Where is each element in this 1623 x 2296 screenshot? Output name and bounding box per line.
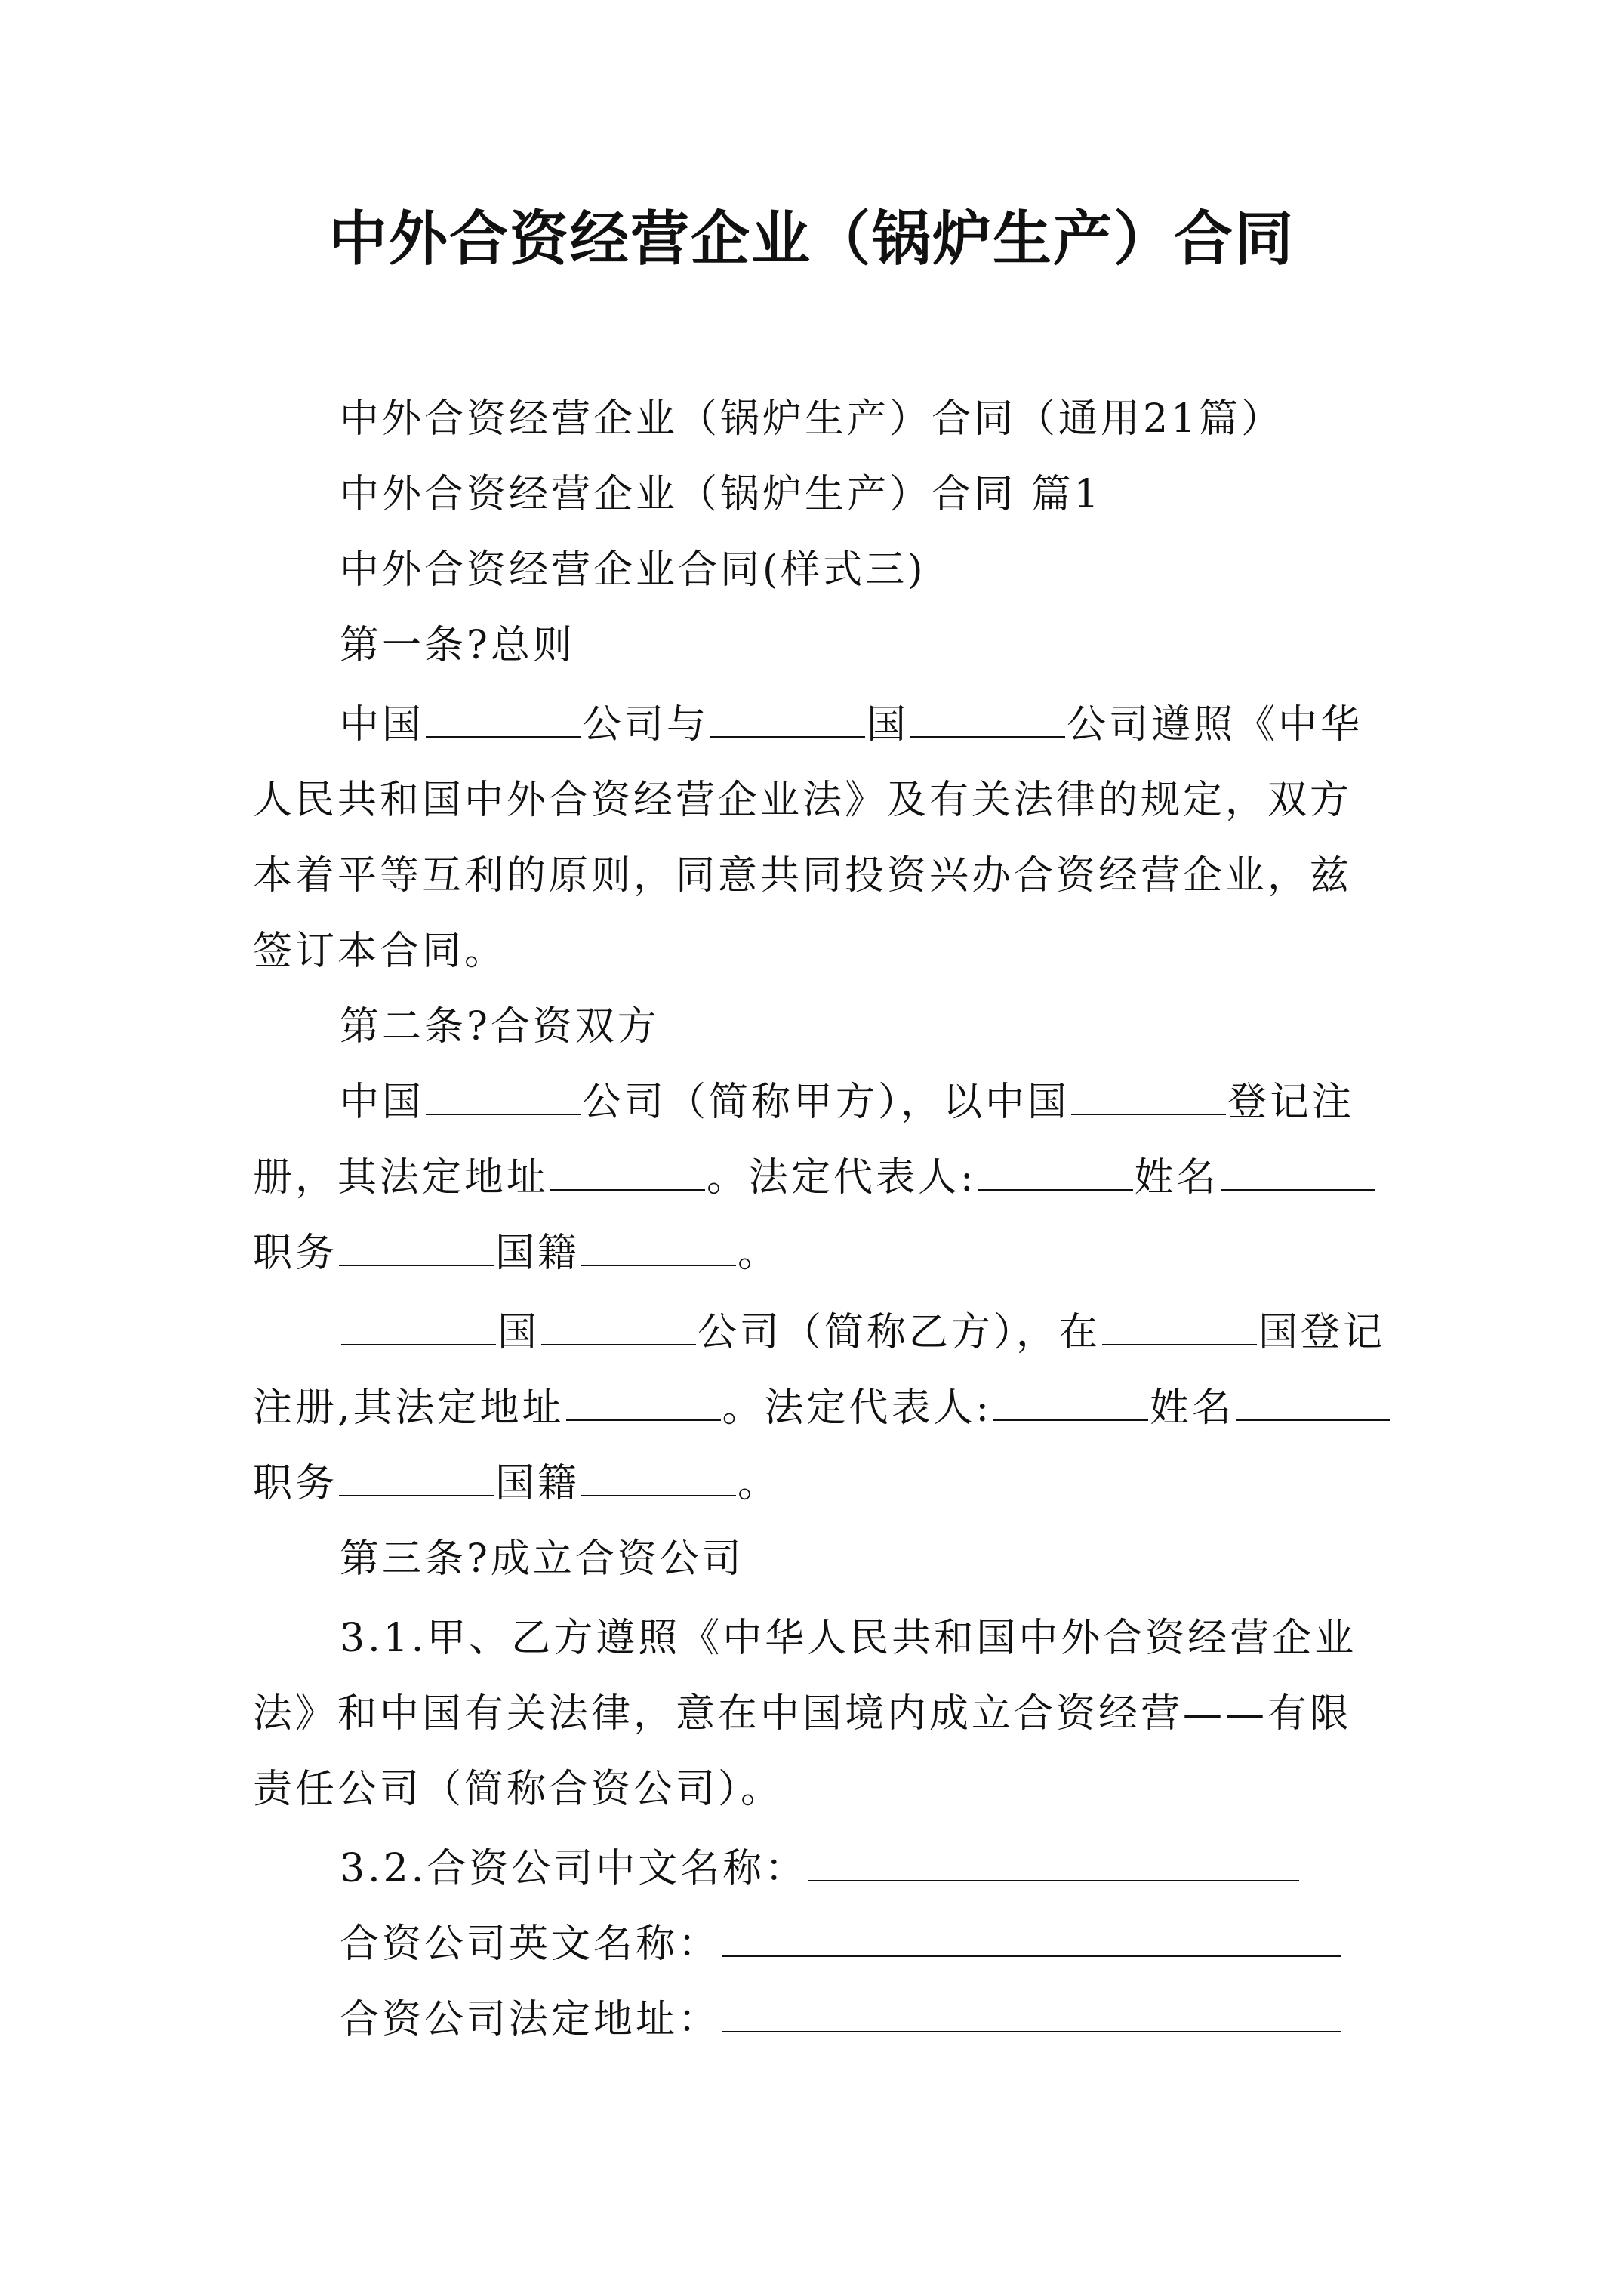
text-fragment: 。法定代表人: xyxy=(722,1385,993,1431)
text-fragment: 国 xyxy=(867,702,910,747)
blank-line xyxy=(550,1188,705,1191)
text-fragment: 姓名 xyxy=(1150,1385,1235,1431)
text-fragment: 国籍 xyxy=(495,1231,581,1276)
blank-line xyxy=(1102,1343,1257,1345)
text-fragment: 登记注 xyxy=(1227,1080,1355,1125)
paragraph-line: 本着平等互利的原则，同意共同投资兴办合资经营企业，兹 xyxy=(253,853,1353,898)
blank-line xyxy=(339,1494,494,1496)
text-fragment: 国 xyxy=(497,1310,540,1355)
blank-line xyxy=(1221,1188,1375,1191)
subtitle-line: 中外合资经营企业（锅炉生产）合同（通用21篇） xyxy=(340,396,1284,442)
text-fragment: 公司与 xyxy=(582,702,710,747)
text-fragment: 。法定代表人: xyxy=(707,1155,977,1200)
blank-line xyxy=(808,1879,1299,1881)
paragraph-line xyxy=(253,1370,1385,1446)
paragraph-line xyxy=(253,1216,1385,1291)
field-line xyxy=(340,1982,1472,2057)
text-fragment: 职务 xyxy=(253,1231,338,1276)
form-heading: 中外合资经营企业合同(样式三) xyxy=(340,547,926,593)
blank-line xyxy=(426,1113,581,1115)
blank-line xyxy=(341,1343,496,1345)
text-fragment: 公司遵照《中华 xyxy=(1067,702,1363,747)
text-fragment: 。 xyxy=(738,1461,781,1506)
text-fragment: 。 xyxy=(738,1231,781,1276)
blank-line xyxy=(339,1264,494,1266)
blank-line xyxy=(566,1419,721,1421)
text-fragment: 中国 xyxy=(340,1080,425,1125)
text-fragment: 国登记 xyxy=(1258,1310,1386,1355)
field-label: 3.2.合资公司中文名称： xyxy=(340,1846,808,1891)
blank-line xyxy=(722,2030,1341,2032)
text-fragment: 注册,其法定地址 xyxy=(253,1385,565,1431)
field-line xyxy=(340,1831,1472,1906)
paragraph-line xyxy=(253,1140,1385,1216)
text-fragment: 公司（简称乙方），在 xyxy=(698,1310,1101,1355)
field-line xyxy=(340,1906,1472,1982)
text-fragment: 公司（简称甲方），以中国 xyxy=(582,1080,1070,1125)
blank-line xyxy=(426,735,581,738)
text-fragment: 国籍 xyxy=(495,1461,581,1506)
paragraph-line xyxy=(340,1295,1472,1370)
paragraph-line xyxy=(253,1446,1385,1521)
text-fragment: 姓名 xyxy=(1134,1155,1219,1200)
blank-line xyxy=(710,735,865,738)
blank-line xyxy=(581,1264,736,1266)
blank-line xyxy=(910,735,1065,738)
blank-line xyxy=(978,1188,1133,1191)
article-1-heading: 第一条?总则 xyxy=(340,623,575,668)
paragraph-line xyxy=(340,1065,1472,1140)
text-fragment: 册，其法定地址 xyxy=(253,1155,550,1200)
article-3-heading: 第三条?成立合资公司 xyxy=(340,1536,744,1582)
field-label: 合资公司英文名称： xyxy=(340,1922,721,1967)
part-heading: 中外合资经营企业（锅炉生产）合同 篇1 xyxy=(340,472,1102,517)
blank-line xyxy=(541,1343,696,1345)
blank-line xyxy=(722,1955,1341,1957)
article-2-heading: 第二条?合资双方 xyxy=(340,1004,660,1049)
paragraph-line: 3.1.甲、乙方遵照《中华人民共和国中外合资经营企业 xyxy=(340,1616,1357,1661)
paragraph-line xyxy=(340,687,1472,763)
paragraph-line: 签订本合同。 xyxy=(253,929,507,974)
blank-line xyxy=(1236,1419,1390,1421)
blank-line xyxy=(581,1494,736,1496)
blank-line xyxy=(993,1419,1148,1421)
paragraph-line: 责任公司（简称合资公司）。 xyxy=(253,1767,784,1812)
paragraph-line: 人民共和国中外合资经营企业法》及有关法律的规定，双方 xyxy=(253,778,1353,823)
blank-line xyxy=(1071,1113,1226,1115)
field-label: 合资公司法定地址： xyxy=(340,1997,721,2042)
text-fragment: 中国 xyxy=(340,702,425,747)
document-title: 中外合资经营企业（锅炉生产）合同 xyxy=(328,205,1295,273)
paragraph-line: 法》和中国有关法律，意在中国境内成立合资经营——有限 xyxy=(253,1691,1353,1737)
text-fragment: 职务 xyxy=(253,1461,338,1506)
